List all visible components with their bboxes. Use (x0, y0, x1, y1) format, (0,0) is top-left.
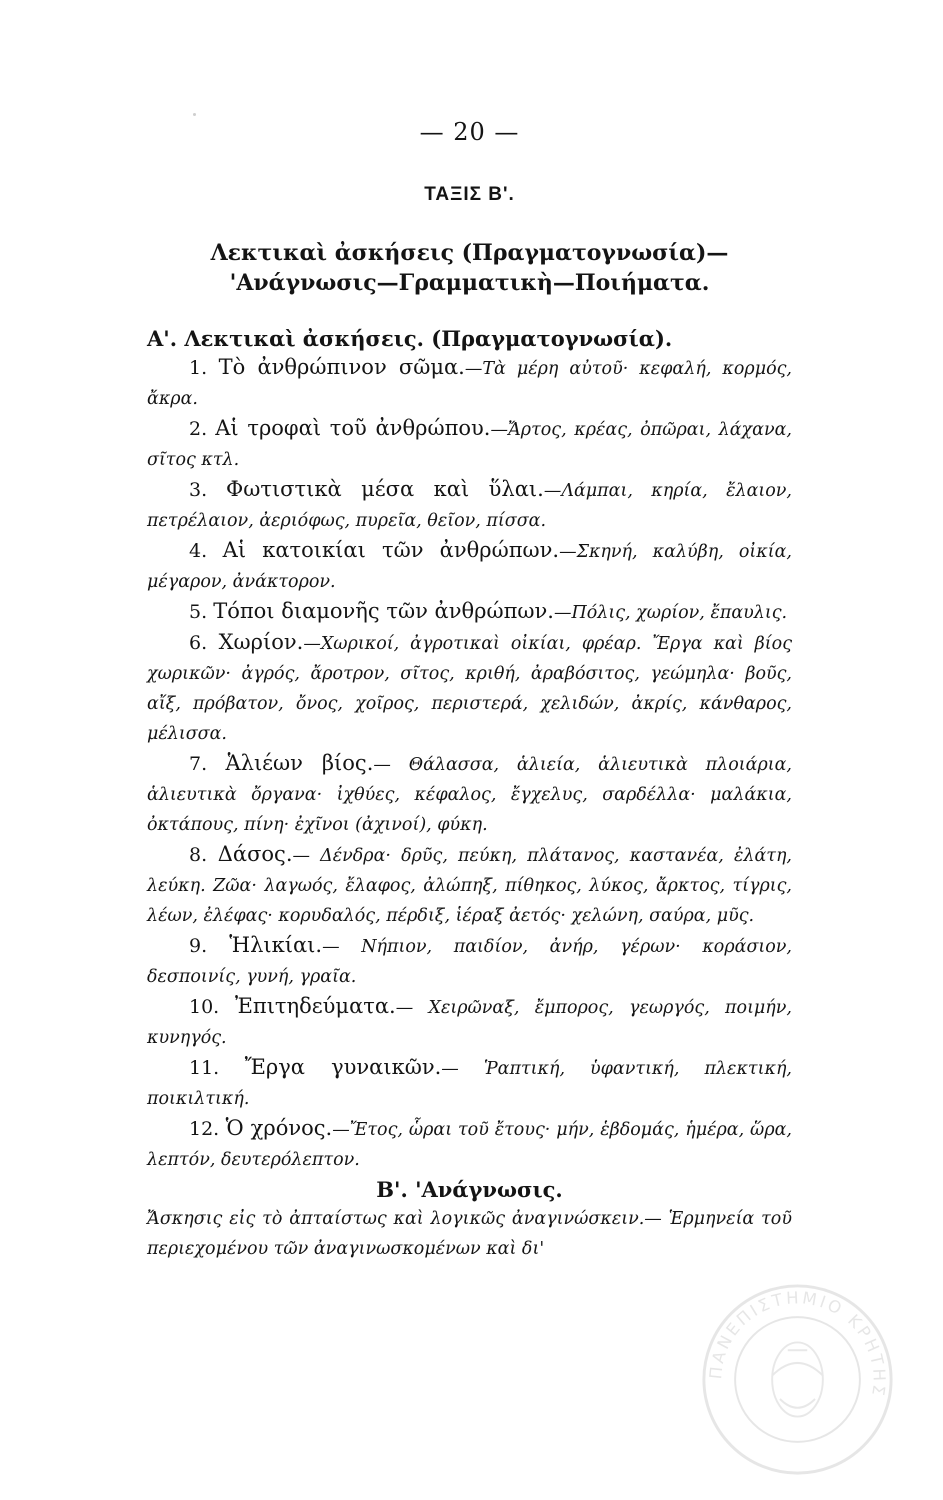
lesson-item-number: 7. (189, 753, 208, 775)
main-title-line-2: 'Ανάγνωσις—Γραμματικὴ—Ποιήματα. (229, 270, 710, 296)
lesson-item-details: —Χωρικοί, ἀγροτικαὶ οἰκίαι, φρέαρ. Ἔργα καὶ βίος χωρικῶν· ἀγρός, ἄροτρον, σῖτος, κριθή, ἀραβόσιτος, γεώμηλα· βοῦς, αἴξ, πρόβατον, ὄνος, χοῖρος, περιστερά, χελιδών, ἀκρίς, κάνθαρος, μέλισσα. (147, 634, 793, 744)
lesson-item-heading: Ὁ χρόνος. (225, 1116, 333, 1140)
lesson-item (147, 992, 792, 1053)
stamp-outer-ring (704, 1286, 891, 1473)
lesson-item (147, 597, 792, 628)
university-stamp (700, 1282, 895, 1477)
lesson-list (147, 353, 792, 1175)
lesson-item-number: 1. (189, 357, 208, 379)
lesson-item (147, 628, 792, 749)
lesson-item-details: — Νήπιον, παιδίον, ἀνήρ, γέρων· κοράσιον, δεσποινίς, γυνή, γραῖα. (147, 937, 792, 987)
lesson-item-number: 5. (189, 601, 208, 623)
lesson-item (147, 931, 792, 992)
lesson-item (147, 353, 792, 414)
lesson-item (147, 840, 792, 931)
lesson-item-number: 2. (189, 418, 208, 440)
closing-paragraph (147, 1204, 792, 1264)
lesson-item-number: 3. (189, 479, 208, 501)
closing-paragraph-text: Ἄσκησις εἰς τὸ ἀπταίστως καὶ λογικῶς ἀναγινώσκειν.— Ἑρμηνεία τοῦ περιεχομένου τῶν ἀναγινωσκομένων καὶ δι' (147, 1209, 792, 1259)
stamp-emblem-icon (772, 1342, 823, 1416)
lesson-item-details: —Ἔτος, ὧραι τοῦ ἔτους· μήν, ἑβδομάς, ἡμέρα, ὥρα, λεπτόν, δευτερόλεπτον. (147, 1120, 792, 1170)
lesson-item (147, 536, 792, 597)
lesson-item-heading: Τόποι διαμονῆς τῶν ἀνθρώπων. (213, 599, 554, 623)
lesson-item-details: — Δένδρα· δρῦς, πεύκη, πλάτανος, καστανέα, ἐλάτη, λεύκη. Ζῶα· λαγωός, ἔλαφος, ἀλώπηξ, πίθηκος, λύκος, ἄρκτος, τίγρις, λέων, ἐλέφας· κορυδαλός, πέρδιξ, ἱέραξ ἀετός· χελώνη, σαύρα, μῦς. (147, 846, 792, 926)
page-number: — 20 — (419, 118, 520, 146)
paper-speck (193, 113, 196, 116)
lesson-item-number: 12. (189, 1118, 220, 1140)
lesson-item-details: — Ῥαπτική, ὑφαντική, πλεκτική, ποικιλτική. (147, 1059, 792, 1109)
text-column (147, 118, 792, 1264)
lesson-item-number: 10. (189, 996, 220, 1018)
lesson-item-heading: Τὸ ἀνθρώπινον σῶμα. (218, 355, 465, 379)
lesson-item (147, 414, 792, 475)
lesson-item (147, 749, 792, 840)
lesson-item (147, 1053, 792, 1114)
lesson-item-heading: Δάσος. (217, 842, 293, 866)
main-title-line-1: Λεκτικαὶ ἀσκήσεις (Πραγματογνωσία)— (210, 240, 729, 266)
lesson-item-heading: Ἁλιέων βίος. (225, 751, 374, 775)
stamp-inner-ring (735, 1317, 860, 1442)
lesson-item-details: —Τὰ μέρη αὐτοῦ· κεφαλή, κορμός, ἄκρα. (147, 359, 792, 409)
class-heading: ΤΑΞΙΣ Β'. (424, 184, 515, 205)
lesson-item-heading: Ἔργα γυναικῶν. (244, 1055, 442, 1079)
section-heading-a: Α'. Λεκτικαὶ ἀσκήσεις. (Πραγματογνωσία). (147, 326, 673, 351)
lesson-item-details: —Σκηνή, καλύβη, οἰκία, μέγαρον, ἀνάκτορον. (147, 542, 792, 592)
lesson-item-heading: Φωτιστικὰ μέσα καὶ ὕλαι. (225, 477, 544, 501)
section-heading-b: Β'. 'Ανάγνωσις. (376, 1177, 563, 1202)
lesson-item (147, 1114, 792, 1175)
stamp-text: ΠΑΝΕΠΙΣΤΗΜΙΟ ΚΡΗΤΗΣ (706, 1288, 889, 1400)
lesson-item-number: 8. (189, 844, 208, 866)
lesson-item-heading: Χωρίον. (218, 630, 304, 654)
lesson-item-heading: Ἐπιτηδεύματα. (234, 994, 396, 1018)
lesson-item-details: — Χειρῶναξ, ἔμπορος, γεωργός, ποιμήν, κυνηγός. (147, 998, 792, 1048)
lesson-item-heading: Αἱ τροφαὶ τοῦ ἀνθρώπου. (215, 416, 491, 440)
lesson-item-details: — Θάλασσα, ἁλιεία, ἁλιευτικὰ πλοιάρια, ἁλιευτικὰ ὄργανα· ἰχθύες, κέφαλος, ἔγχελυς, σαρδέλλα· μαλάκια, ὀκτάπους, πίνη· ἐχῖνοι (ἀχινοί), φύκη. (147, 755, 792, 835)
lesson-item-number: 4. (189, 540, 208, 562)
lesson-item-heading: Ἡλικίαι. (229, 933, 323, 957)
lesson-item-number: 9. (189, 935, 208, 957)
lesson-item-number: 6. (189, 632, 208, 654)
lesson-item (147, 475, 792, 536)
lesson-item-number: 11. (189, 1057, 220, 1079)
lesson-item-details: —Πόλις, χωρίον, ἔπαυλις. (553, 603, 788, 623)
lesson-item-heading: Αἱ κατοικίαι τῶν ἀνθρώπων. (222, 538, 560, 562)
main-title (147, 238, 792, 298)
lesson-item-details: —Λάμπαι, κηρία, ἔλαιον, πετρέλαιον, ἀεριόφως, πυρεῖα, θεῖον, πίσσα. (147, 481, 792, 531)
lesson-item-details: —Ἄρτος, κρέας, ὀπῶραι, λάχανα, σῖτος κτλ. (147, 420, 792, 470)
